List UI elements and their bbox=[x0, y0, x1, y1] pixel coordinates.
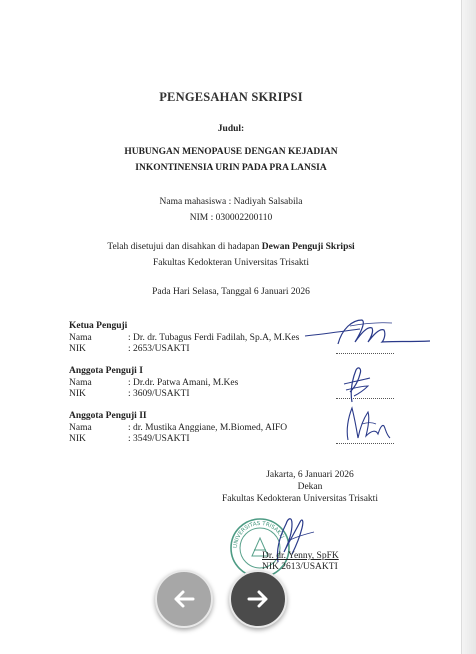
dean-signature bbox=[270, 510, 320, 570]
examiner-nama-label: Nama bbox=[69, 333, 92, 343]
examiner-signature bbox=[342, 404, 394, 444]
page-title: PENGESAHAN SKRIPSI bbox=[159, 90, 303, 104]
prev-page-button[interactable] bbox=[155, 570, 213, 628]
examiner-role: Anggota Penguji I bbox=[69, 366, 143, 376]
faculty-name: Fakultas Kedokteran Universitas Trisakti bbox=[153, 258, 309, 268]
examiner-name: : Dr. dr. Tubagus Ferdi Fadilah, Sp.A, M.Kes bbox=[128, 333, 300, 343]
examiner-role: Anggota Penguji II bbox=[69, 411, 147, 421]
closing-place-date: Jakarta, 6 Januari 2026 bbox=[266, 470, 354, 480]
arrow-right-icon bbox=[243, 584, 273, 614]
closing-faculty: Fakultas Kedokteran Universitas Trisakti bbox=[222, 494, 378, 504]
examiner-signature bbox=[338, 364, 378, 406]
approval-statement bbox=[0, 242, 462, 252]
examiner-nama-label: Nama bbox=[69, 378, 92, 388]
examiner-nik-label: NIK bbox=[69, 389, 86, 399]
approval-board: Dewan Penguji Skripsi bbox=[261, 242, 355, 252]
examiner-name: : dr. Mustika Anggiane, M.Biomed, AIFO bbox=[128, 423, 288, 433]
examiner-name: : Dr.dr. Patwa Amani, M.Kes bbox=[128, 378, 239, 388]
approval-prefix: Telah disetujui dan disahkan di hadapan bbox=[107, 242, 262, 252]
next-page-button[interactable] bbox=[229, 570, 287, 628]
student-name: Nama mahasiswa : Nadiyah Salsabila bbox=[159, 197, 303, 207]
examiner-nik-label: NIK bbox=[69, 434, 86, 444]
closing-position: Dekan bbox=[297, 482, 323, 492]
dean-name: Dr. dr. Yenny, SpFK bbox=[262, 551, 339, 561]
examiner-nik-label: NIK bbox=[69, 344, 86, 354]
thesis-title-line1: HUBUNGAN MENOPAUSE DENGAN KEJADIAN bbox=[124, 147, 338, 157]
student-nim: NIM : 030002200110 bbox=[189, 213, 273, 223]
stamp-text: UNIVERSITAS TRISAKTI bbox=[232, 520, 285, 549]
dean-nik: NIK 2613/USAKTI bbox=[262, 562, 338, 572]
judul-label: Judul: bbox=[217, 124, 245, 134]
examiner-role: Ketua Penguji bbox=[69, 321, 128, 331]
examiner-signature bbox=[300, 314, 435, 354]
arrow-left-icon bbox=[169, 584, 199, 614]
examiner-nik: : 2653/USAKTI bbox=[128, 344, 190, 354]
page-edge bbox=[461, 0, 476, 654]
examiner-nik: : 3549/USAKTI bbox=[128, 434, 190, 444]
examiner-nama-label: Nama bbox=[69, 423, 92, 433]
exam-date: Pada Hari Selasa, Tanggal 6 Januari 2026 bbox=[152, 287, 310, 297]
thesis-title-line2: INKONTINENSIA URIN PADA PRA LANSIA bbox=[135, 163, 327, 173]
examiner-nik: : 3609/USAKTI bbox=[128, 389, 190, 399]
